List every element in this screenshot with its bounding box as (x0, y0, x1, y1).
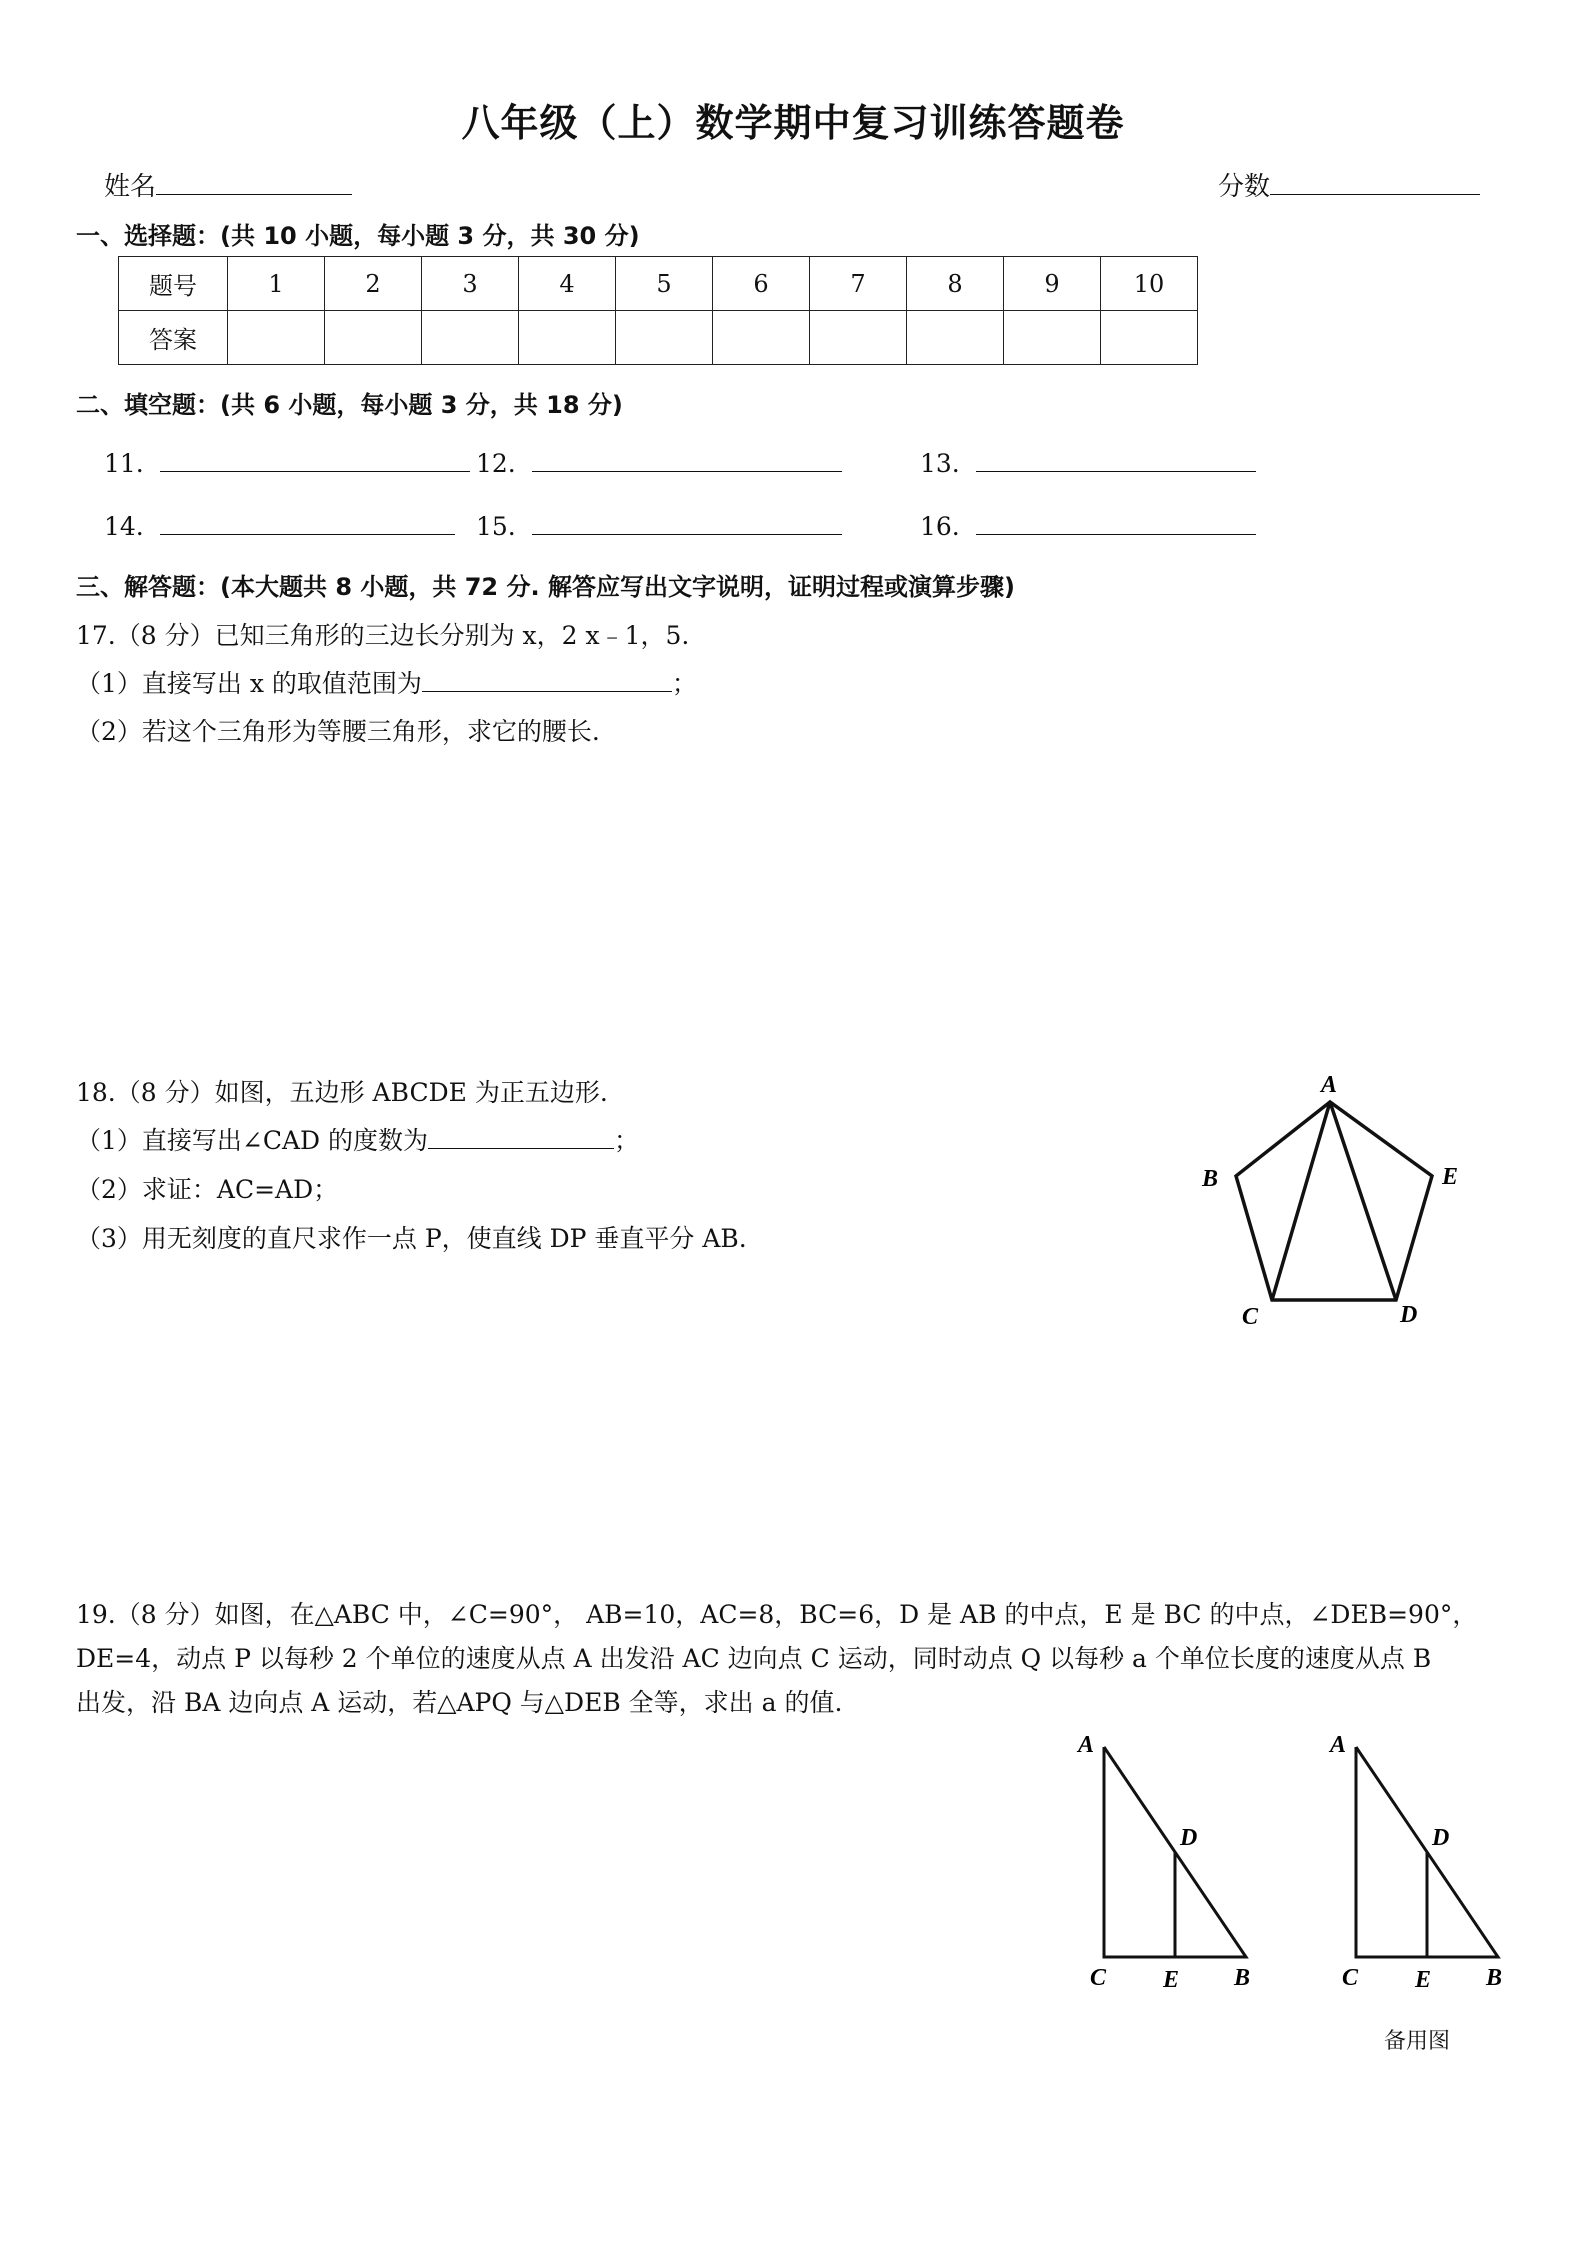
question-number: 8 (907, 257, 1004, 311)
item-number: 13. (920, 449, 960, 478)
section3-heading: 三、解答题：(本大题共 8 小题，共 72 分. 解答应写出文字说明，证明过程或演算步骤) (76, 573, 1015, 601)
label-d: D (1180, 1825, 1198, 1851)
q18-part1-text: （1）直接写出∠CAD 的度数为 (76, 1126, 429, 1155)
pentagon-figure (1190, 1060, 1490, 1340)
answer-cell[interactable] (422, 311, 519, 365)
q19-line2: DE=4，动点 P 以每秒 2 个单位的速度从点 A 出发沿 AC 边向点 C 运动，同时动点 Q 以每秒 a 个单位长度的速度从点 B (76, 1644, 1432, 1673)
label-a: A (1321, 1072, 1338, 1098)
answer-cell[interactable] (519, 311, 616, 365)
answer-cell[interactable] (713, 311, 810, 365)
item-number: 14. (104, 512, 144, 541)
name-blank[interactable] (156, 170, 352, 195)
fill-item-16[interactable] (920, 510, 1256, 541)
fill-blank[interactable] (160, 510, 455, 535)
row-label-answer: 答案 (119, 311, 228, 365)
item-number: 16. (920, 512, 960, 541)
q17-stem: 17.（8 分）已知三角形的三边长分别为 x，2 x﹣1，5. (76, 621, 690, 650)
fill-item-11[interactable] (104, 447, 470, 478)
score-blank[interactable] (1270, 170, 1480, 195)
backup-figure-caption: 备用图 (1384, 2029, 1451, 2054)
answer-cell[interactable] (810, 311, 907, 365)
label-b: B (1234, 1965, 1251, 1991)
answer-cell[interactable] (228, 311, 325, 365)
label-c: C (1090, 1965, 1107, 1991)
pentagon-outline (1236, 1102, 1432, 1300)
question-number: 3 (422, 257, 519, 311)
label-c: C (1242, 1304, 1259, 1330)
name-label: 姓名 (104, 172, 157, 202)
q18-part1-end: ； (614, 1126, 640, 1155)
q19-line3: 出发，沿 BA 边向点 A 运动，若△APQ 与△DEB 全等，求出 a 的值. (76, 1688, 843, 1717)
score-label: 分数 (1218, 172, 1271, 202)
q18-stem: 18.（8 分）如图，五边形 ABCDE 为正五边形. (76, 1078, 608, 1107)
item-number: 12. (476, 449, 516, 478)
fill-item-12[interactable] (476, 447, 842, 478)
segment-ac (1272, 1102, 1330, 1300)
question-number: 1 (228, 257, 325, 311)
label-e: E (1163, 1967, 1180, 1993)
item-number: 11. (104, 449, 144, 478)
triangle-figure (1070, 1725, 1270, 1995)
q18-part2: （2）求证：AC=AD； (76, 1175, 339, 1204)
backup-triangle-figure (1322, 1725, 1522, 1995)
fill-blank[interactable] (532, 447, 842, 472)
fill-blank[interactable] (160, 447, 470, 472)
page-title: 八年级（上）数学期中复习训练答题卷 (461, 101, 1125, 145)
q17-blank[interactable] (422, 667, 672, 692)
table-row (119, 311, 1198, 365)
q18-part3: （3）用无刻度的直尺求作一点 P，使直线 DP 垂直平分 AB. (76, 1224, 747, 1253)
label-a: A (1078, 1732, 1095, 1758)
q17-part1 (76, 664, 697, 700)
answer-cell[interactable] (907, 311, 1004, 365)
q19-line1: 19.（8 分）如图，在△ABC 中，∠C=90°， AB=10，AC=8，BC=6，D 是 AB 的中点，E 是 BC 的中点，∠DEB=90°， (76, 1600, 1478, 1629)
fill-item-14[interactable] (104, 510, 455, 541)
question-number: 4 (519, 257, 616, 311)
section1-heading: 一、选择题：(共 10 小题，每小题 3 分，共 30 分) (76, 222, 640, 250)
item-number: 15. (476, 512, 516, 541)
question-number: 2 (325, 257, 422, 311)
label-c: C (1342, 1965, 1359, 1991)
fill-blank[interactable] (976, 510, 1256, 535)
q17-part1-end: ； (671, 669, 697, 698)
question-number: 10 (1101, 257, 1198, 311)
score-field[interactable] (1218, 166, 1480, 203)
fill-blank[interactable] (976, 447, 1256, 472)
q17-part2: （2）若这个三角形为等腰三角形，求它的腰长. (76, 717, 600, 746)
answer-cell[interactable] (616, 311, 713, 365)
segment-ad (1330, 1102, 1396, 1300)
label-d: D (1400, 1302, 1418, 1328)
answer-table (118, 256, 1198, 365)
table-row (119, 257, 1198, 311)
question-number: 6 (713, 257, 810, 311)
name-field[interactable] (104, 166, 352, 203)
fill-blank[interactable] (532, 510, 842, 535)
label-d: D (1432, 1825, 1450, 1851)
question-number: 7 (810, 257, 907, 311)
q18-part1 (76, 1121, 639, 1157)
answer-cell[interactable] (1101, 311, 1198, 365)
row-label-question: 题号 (119, 257, 228, 311)
label-e: E (1415, 1967, 1432, 1993)
question-number: 9 (1004, 257, 1101, 311)
label-e: E (1442, 1164, 1459, 1190)
q17-part1-text: （1）直接写出 x 的取值范围为 (76, 669, 422, 698)
q18-blank[interactable] (428, 1124, 614, 1149)
section2-heading: 二、填空题：(共 6 小题，每小题 3 分，共 18 分) (76, 391, 623, 419)
question-number: 5 (616, 257, 713, 311)
label-a: A (1330, 1732, 1347, 1758)
answer-cell[interactable] (1004, 311, 1101, 365)
fill-item-15[interactable] (476, 510, 842, 541)
answer-cell[interactable] (325, 311, 422, 365)
label-b: B (1486, 1965, 1503, 1991)
label-b: B (1202, 1166, 1219, 1192)
fill-item-13[interactable] (920, 447, 1256, 478)
